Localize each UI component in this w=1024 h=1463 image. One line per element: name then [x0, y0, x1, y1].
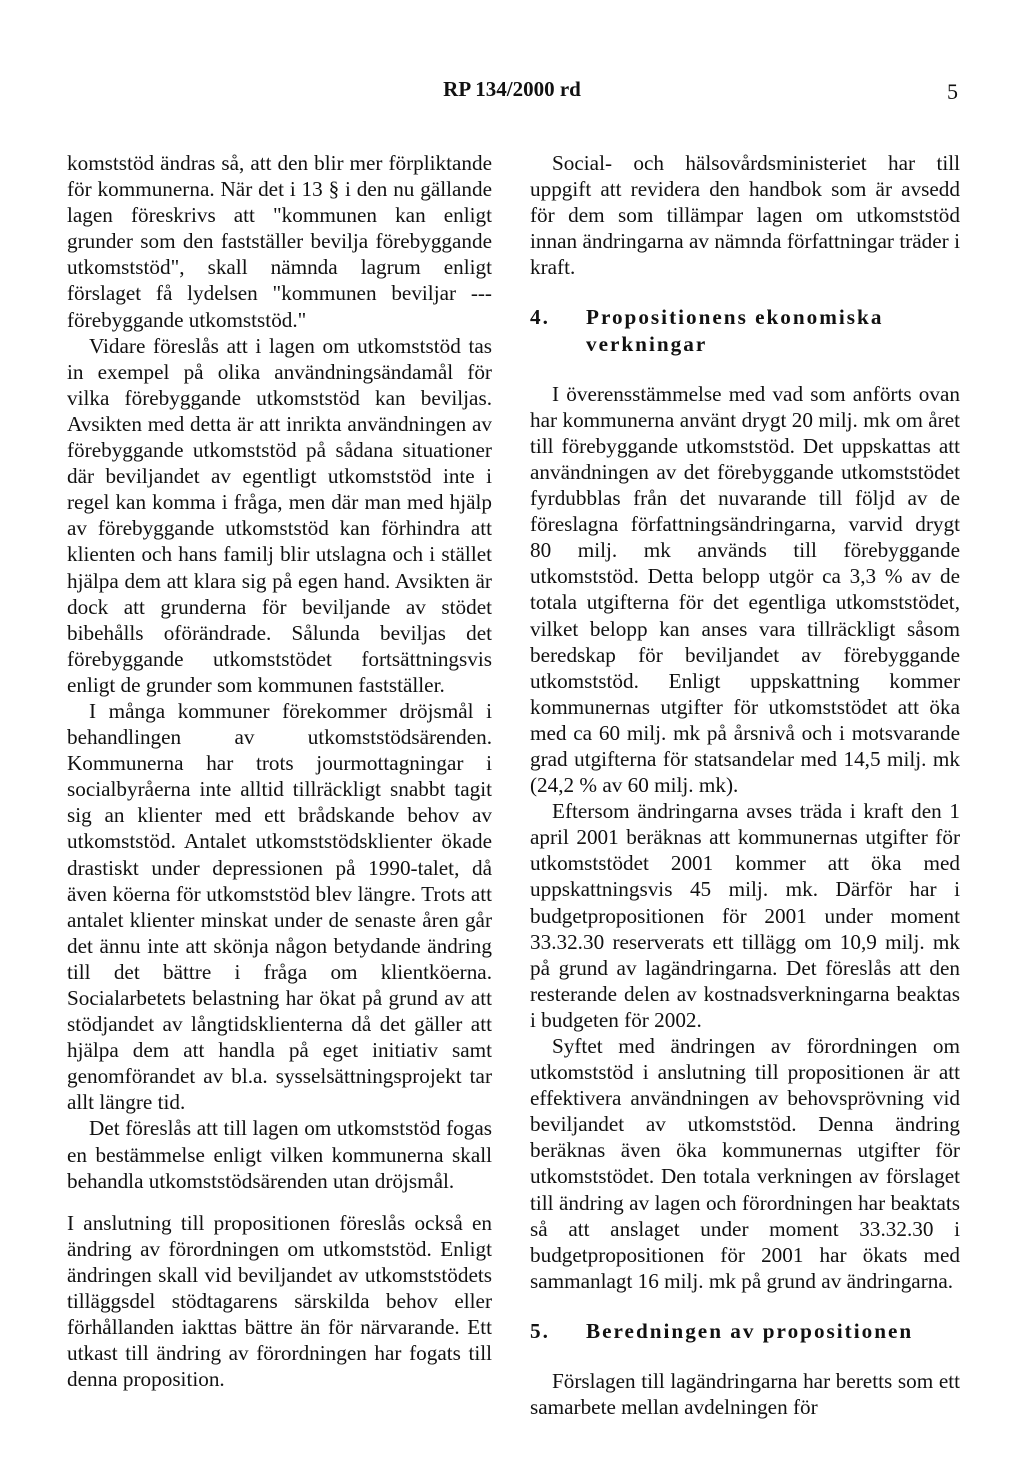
paragraph: Social- och hälsovårdsministeriet har till uppgift att revidera den handbok som är avsedd för dem som tillämpar lagen om utkomststöd innan ändringarna av nämnda författningar träder i kraft.	[530, 151, 960, 280]
page-header	[0, 76, 1024, 106]
paragraph: I många kommuner förekommer dröjsmål i behandlingen av utkomststödsärenden. Kommunerna har trots jourmottagningar i socialbyråerna inte alltid tillräckligt snabbt tagit sig an klienter med ett brådskande behov av utkomststöd. Antalet utkomststödsklienter ökade drastiskt under depressionen på 1990-talet, då även köerna för utkomststöd blev längre. Trots att antalet klienter minskat under de senaste åren går det ännu inte att skönja någon betydande ändring till det bättre i fråga om klientköerna. Socialarbetets belastning har ökat på grund av att stödjandet av långtidsklienterna då det gäller att hjälpa dem att handla på eget initiativ samt genomförandet av bl.a. sysselsättningsprojekt tar allt längre tid.	[67, 698, 492, 1115]
paragraph: komststöd ändras så, att den blir mer förpliktande för kommunerna. När det i 13 § i den nu gällande lagen föreskrivs att "kommunen kan enligt grunder som den fastställer bevilja förebyggande utkomststöd", skall nämnda lagrum enligt förslaget få lydelsen "kommunen beviljar --- förebyggande utkomststöd."	[67, 151, 492, 332]
section-heading-5	[530, 1318, 960, 1344]
paragraph: Det föreslås att till lagen om utkomststöd fogas en bestämmelse enligt vilken kommunerna skall behandla utkomststödsärenden utan dröjsmål.	[67, 1116, 492, 1193]
section-title: Beredningen av propositionen	[586, 1318, 914, 1343]
page-number: 5	[947, 79, 958, 104]
paragraph: Eftersom ändringarna avses träda i kraft den 1 april 2001 beräknas att kommunernas utgifter för utkomststödet 2001 kommer att öka med uppskattningsvis 45 milj. mk. Därför har i budgetpropositionen för 2001 under moment 33.32.30 reserverats ett tillägg om 10,9 milj. mk på grund av lagändringarna. Det föreslås att den resterande delen av kostnadsverkningarna beaktas i budgeten för 2002.	[530, 799, 960, 1032]
section-heading-4	[530, 304, 960, 356]
section-number: 5.	[530, 1318, 550, 1343]
section-title: Propositionens ekonomiska verkningar	[586, 305, 884, 356]
right-column	[530, 150, 960, 1420]
document-reference: RP 134/2000 rd	[443, 77, 581, 101]
paragraph: Förslagen till lagändringarna har beretts som ett samarbete mellan avdelningen för	[530, 1369, 960, 1420]
paragraph: I anslutning till propositionen föreslås också en ändring av förordningen om utkomststöd. Enligt ändringen skall vid beviljandet av utkomststödets tilläggsdel stödtagarens särskilda behov eller förhållanden iakttas bättre än för närvarande. Ett utkast till ändring av förordningen har fogats till denna proposition.	[67, 1210, 492, 1392]
left-column	[67, 150, 492, 1392]
paragraph: Vidare föreslås att i lagen om utkomststöd tas in exempel på olika användningsändamål för vilka förebyggande utkomststöd kan beviljas. Avsikten med detta är att inrikta användningen av förebyggande utkomststöd på sådana situationer där beviljandet av egentligt utkomststöd inte i regel kan komma i fråga, men där man med hjälp av förebyggande utkomststöd kan förhindra att klienten och hans familj blir utslagna och i stället hjälpa dem att klara sig på egen hand. Avsikten är dock att grunderna för beviljande av stödet bibehålls oförändrade. Sålunda beviljas det förebyggande utkomststödet fortsättningsvis enligt de grunder som kommunen fastställer.	[67, 333, 492, 697]
paragraph: I överensstämmelse med vad som anförts ovan har kommunerna använt drygt 20 milj. mk om året till förebyggande utkomststöd. Det uppskattas att användningen av det förebyggande utkomststödet fyrdubblas från det nuvarande till följd av de föreslagna författningsändringarna, varvid drygt 80 milj. mk används till förebyggande utkomststöd. Detta belopp utgör ca 3,3 % av de totala utgifterna för det egentliga utkomststödet, vilket belopp kan anses vara tillräckligt såsom beredskap för beviljandet av förebyggande utkomststöd. Enligt uppskattning kommer kommunernas utgifter för utkomststödet att öka med ca 60 milj. mk på årsnivå och i motsvarande grad utgifterna för statsandelar med 14,5 milj. mk (24,2 % av 60 milj. mk).	[530, 381, 960, 798]
paragraph: Syftet med ändringen av förordningen om utkomststöd i anslutning till propositionen är att effektivera användningen av behovsprövning vid beviljandet av utkomststöd. Denna ändring beräknas även öka kommunernas utgifter för utkomststödet. Den totala verkningen av förslaget till ändring av lagen och förordningen har beaktats så att anslaget under moment 33.32.30 i budgetpropositionen för 2001 har ökats med sammanlagt 16 milj. mk på grund av ändringarna.	[530, 1034, 960, 1293]
section-number: 4.	[530, 305, 550, 330]
